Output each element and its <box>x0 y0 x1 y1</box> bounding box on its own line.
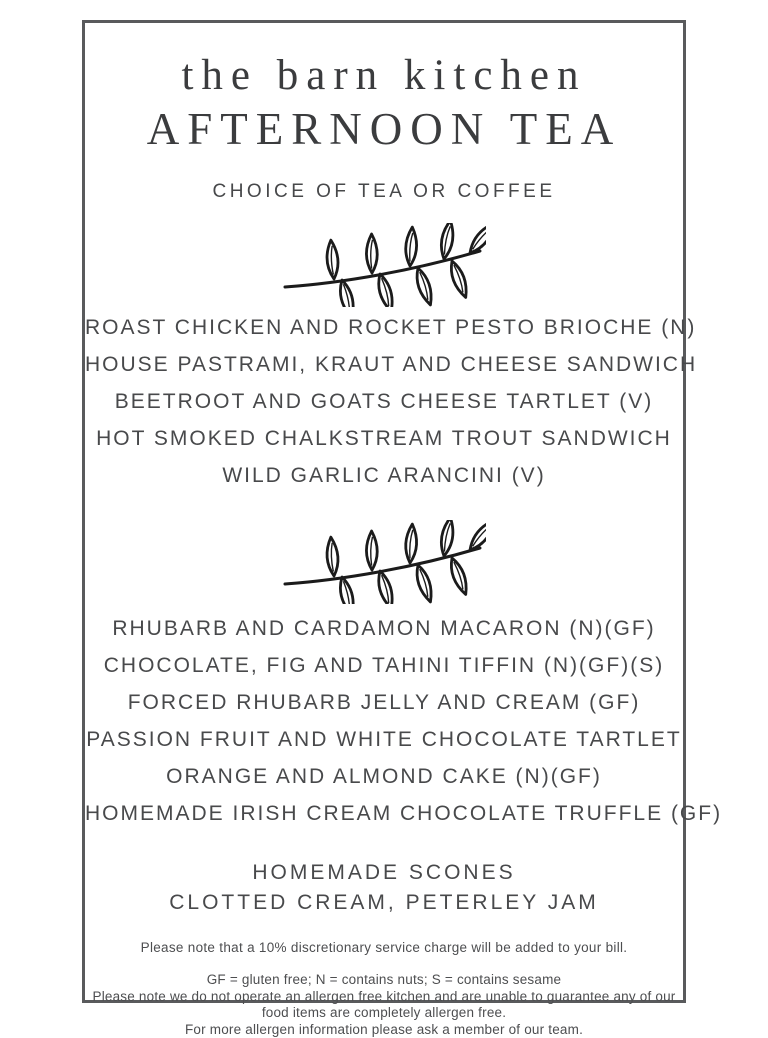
allergen-note: Please note we do not operate an allergen free kitchen and are unable to guarantee any of our food items are completely allergen free. <box>92 988 676 1021</box>
menu-subtitle: CHOICE OF TEA OR COFFEE <box>212 181 556 203</box>
scones-section <box>85 858 683 918</box>
scones-line: CLOTTED CREAM, PETERLEY JAM <box>169 891 599 915</box>
allergen-info <box>79 972 689 1038</box>
menu-item: HOT SMOKED CHALKSTREAM TROUT SANDWICH <box>96 427 672 451</box>
menu-item: ROAST CHICKEN AND ROCKET PESTO BRIOCHE (N) <box>85 316 697 340</box>
menu-item: PASSION FRUIT AND WHITE CHOCOLATE TARTLET <box>86 728 682 752</box>
menu-border-frame <box>82 20 723 1037</box>
menu-item: HOUSE PASTRAMI, KRAUT AND CHEESE SANDWICH <box>85 353 698 377</box>
allergen-key: GF = gluten free; N = contains nuts; S = contains sesame <box>206 972 562 988</box>
menu-item: RHUBARB AND CARDAMON MACARON (N)(GF) <box>112 617 656 641</box>
service-charge-note: Please note that a 10% discretionary service charge will be added to your bill. <box>140 940 628 956</box>
menu-item: HOMEMADE IRISH CREAM CHOCOLATE TRUFFLE (GF) <box>85 802 723 826</box>
leaf-branch-icon <box>85 223 683 307</box>
savoury-menu-list <box>85 309 698 494</box>
menu-item: BEETROOT AND GOATS CHEESE TARTLET (V) <box>114 390 654 414</box>
menu-item: WILD GARLIC ARANCINI (V) <box>222 464 546 488</box>
menu-item: FORCED RHUBARB JELLY AND CREAM (GF) <box>127 691 641 715</box>
brand-title: the barn kitchen <box>181 52 587 99</box>
sweet-menu-list <box>85 610 723 832</box>
leaf-branch-icon <box>85 520 683 604</box>
allergen-note: For more allergen information please ask a member of our team. <box>184 1021 584 1037</box>
menu-title: AFTERNOON TEA <box>146 104 622 155</box>
menu-item: CHOCOLATE, FIG AND TAHINI TIFFIN (N)(GF)(S) <box>103 654 665 678</box>
scones-line: HOMEMADE SCONES <box>252 861 516 885</box>
menu-item: ORANGE AND ALMOND CAKE (N)(GF) <box>166 765 602 789</box>
